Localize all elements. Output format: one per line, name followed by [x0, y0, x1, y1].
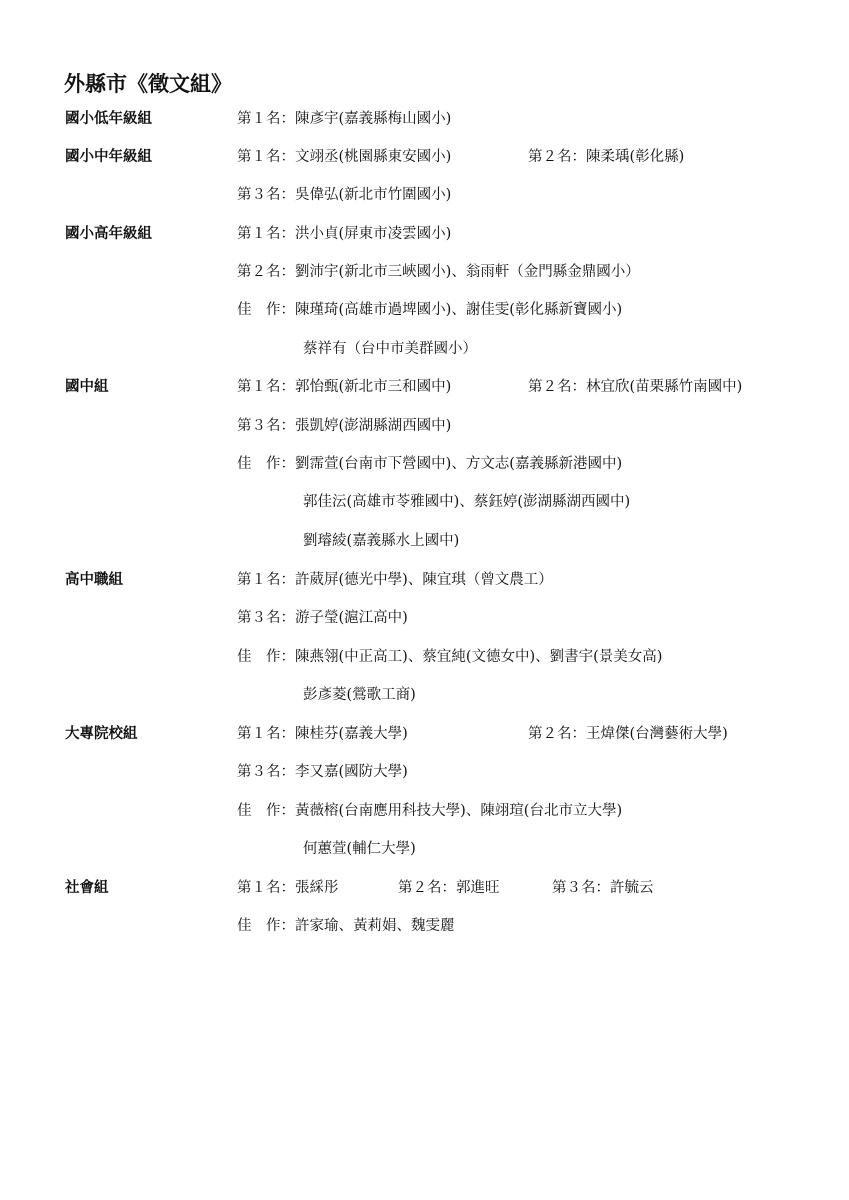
- award-line: [0, 490, 849, 514]
- award-entry: 第１名：張綵彤: [237, 880, 339, 896]
- award-line: [0, 452, 849, 476]
- award-entry: 第１名：郭怡甄(新北市三和國中): [237, 379, 452, 395]
- award-entry: 蔡祥有（台中市美群國小）: [303, 341, 477, 357]
- award-line: [0, 760, 849, 784]
- category-label: 國小中年級組: [65, 149, 152, 165]
- award-line: [0, 375, 849, 399]
- award-line: [0, 799, 849, 823]
- award-entry: 彭彥菱(鶯歌工商): [303, 687, 416, 703]
- category-label: 國小高年級組: [65, 226, 152, 242]
- award-line: [0, 606, 849, 630]
- award-line: [0, 222, 849, 246]
- award-entry: 佳 作：許家瑜、黃莉娟、魏雯麗: [237, 918, 455, 934]
- award-entry: 佳 作：陳燕翎(中正高工)、蔡宜純(文德女中)、劉書宇(景美女高): [237, 649, 663, 665]
- award-entry: 第１名：洪小貞(屏東市凌雲國小): [237, 226, 452, 242]
- award-entry: 第１名：陳彥宇(嘉義縣梅山國小): [237, 111, 452, 127]
- page-title: 外縣市《徵文組》: [64, 72, 232, 96]
- award-entry: 第１名：許葳屏(德光中學)、陳宜琪（曾文農工）: [237, 572, 553, 588]
- award-line: [0, 914, 849, 938]
- award-line: [0, 107, 849, 131]
- award-entry: 郭佳沄(高雄市苓雅國中)、蔡鈺婷(澎湖縣湖西國中): [303, 494, 631, 510]
- award-line: [0, 683, 849, 707]
- award-entry: 何蕙萱(輔仁大學): [303, 841, 416, 857]
- award-line: [0, 145, 849, 169]
- award-entry: 第２名：郭進旺: [398, 880, 500, 896]
- award-entry: 第２名：王煒傑(台灣藝術大學): [528, 726, 728, 742]
- award-entry: 第２名：劉沛宇(新北市三峽國小)、翁雨軒（金門縣金鼎國小）: [237, 264, 640, 280]
- award-line: [0, 876, 849, 900]
- category-label: 高中職組: [65, 572, 123, 588]
- award-entry: 佳 作：劉霈萱(台南市下營國中)、方文志(嘉義縣新港國中): [237, 456, 623, 472]
- award-entry: 劉璿綾(嘉義縣水上國中): [303, 533, 460, 549]
- award-line: [0, 722, 849, 746]
- award-entry: 第３名：李又嘉(國防大學): [237, 764, 408, 780]
- award-line: [0, 298, 849, 322]
- award-entry: 佳 作：陳瑾琦(高雄市過埤國小)、謝佳雯(彰化縣新寶國小): [237, 302, 623, 318]
- award-entry: 佳 作：黃薇榕(台南應用科技大學)、陳翊瑄(台北市立大學): [237, 803, 623, 819]
- award-entry: 第２名：林宜欣(苗栗縣竹南國中): [528, 379, 743, 395]
- category-label: 國中組: [65, 379, 109, 395]
- category-label: 國小低年級組: [65, 111, 152, 127]
- award-line: [0, 837, 849, 861]
- award-line: [0, 568, 849, 592]
- category-label: 社會組: [65, 880, 109, 896]
- award-line: [0, 337, 849, 361]
- category-label: 大專院校組: [65, 726, 138, 742]
- award-line: [0, 645, 849, 669]
- award-entry: 第３名：吳偉弘(新北市竹圍國小): [237, 187, 452, 203]
- award-line: [0, 183, 849, 207]
- award-entry: 第１名：文翊丞(桃園縣東安國小): [237, 149, 452, 165]
- award-entry: 第１名：陳桂芬(嘉義大學): [237, 726, 408, 742]
- award-line: [0, 529, 849, 553]
- award-entry: 第２名：陳柔瑀(彰化縣): [528, 149, 685, 165]
- award-line: [0, 260, 849, 284]
- award-line: [0, 414, 849, 438]
- award-entry: 第３名：游子瑩(滬江高中): [237, 610, 408, 626]
- award-entry: 第３名：許毓云: [552, 880, 654, 896]
- award-entry: 第３名：張凱婷(澎湖縣湖西國中): [237, 418, 452, 434]
